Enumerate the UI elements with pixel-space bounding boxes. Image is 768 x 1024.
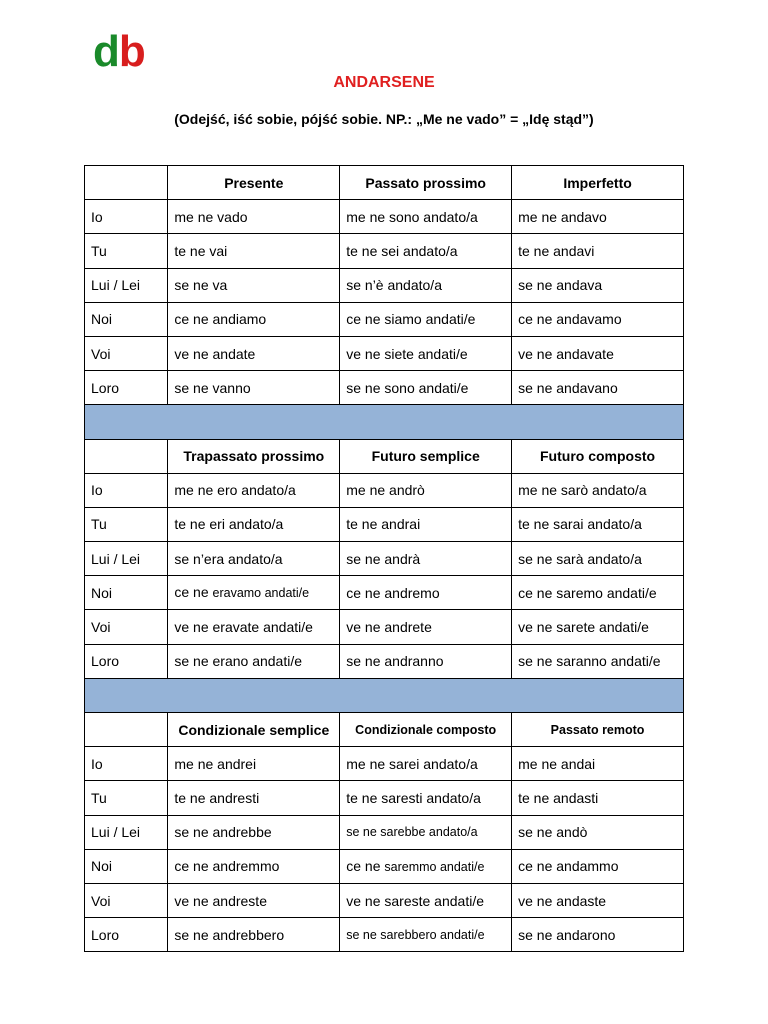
conjugation-cell: se ne sono andati/e — [340, 371, 512, 405]
table-row — [85, 200, 684, 234]
conjugation-cell: se ne andranno — [340, 644, 512, 678]
section-separator — [85, 405, 684, 439]
conjugation-cell: se ne sarebbe andato/a — [340, 815, 512, 849]
conjugation-cell: ve ne eravate andati/e — [168, 610, 340, 644]
conjugation-cell: ve ne andreste — [168, 883, 340, 917]
tense-header: Condizionale composto — [340, 713, 512, 747]
conjugation-cell: ve ne andrete — [340, 610, 512, 644]
conjugation-cell: se ne andarono — [512, 918, 684, 952]
conjugation-cell: se ne andrebbe — [168, 815, 340, 849]
logo-letter-b: b — [118, 27, 145, 76]
db-logo — [93, 28, 145, 76]
separator-bar — [85, 405, 684, 439]
conjugation-cell: me ne andrei — [168, 747, 340, 781]
table-row — [85, 781, 684, 815]
pronoun-cell: Voi — [85, 336, 168, 370]
conjugation-cell: se n’era andato/a — [168, 542, 340, 576]
conjugation-cell: te ne saresti andato/a — [340, 781, 512, 815]
conjugation-cell: me ne andai — [512, 747, 684, 781]
table-row — [85, 336, 684, 370]
pronoun-cell: Lui / Lei — [85, 542, 168, 576]
tense-header: Imperfetto — [512, 166, 684, 200]
conjugation-cell: se ne andava — [512, 268, 684, 302]
table-row — [85, 918, 684, 952]
conjugation-cell: se n’è andato/a — [340, 268, 512, 302]
conjugation-cell: ce ne siamo andati/e — [340, 302, 512, 336]
conjugation-cell: me ne andavo — [512, 200, 684, 234]
table-row — [85, 234, 684, 268]
pronoun-cell: Tu — [85, 507, 168, 541]
conjugation-cell: se ne andò — [512, 815, 684, 849]
table-row — [85, 883, 684, 917]
conjugation-cell: te ne sarai andato/a — [512, 507, 684, 541]
page-title: ANDARSENE — [333, 74, 435, 91]
conjugation-cell: ve ne andavate — [512, 336, 684, 370]
pronoun-cell: Io — [85, 473, 168, 507]
conjugation-cell: se ne va — [168, 268, 340, 302]
conjugation-cell: ve ne sarete andati/e — [512, 610, 684, 644]
table-row — [85, 473, 684, 507]
pronoun-cell: Voi — [85, 610, 168, 644]
page-subtitle: (Odejść, iść sobie, pójść sobie. NP.: „Me ne vado” = „Idę stąd”) — [174, 111, 594, 127]
conjugation-cell: te ne andrai — [340, 507, 512, 541]
table-row — [85, 815, 684, 849]
conjugation-cell: se ne andrebbero — [168, 918, 340, 952]
conjugation-cell: se ne andrà — [340, 542, 512, 576]
conjugation-cell: se ne erano andati/e — [168, 644, 340, 678]
table-header-row — [85, 166, 684, 200]
table-row — [85, 747, 684, 781]
conjugation-cell: ce ne andavamo — [512, 302, 684, 336]
tense-header: Condizionale semplice — [168, 713, 340, 747]
table-row — [85, 644, 684, 678]
pronoun-cell: Loro — [85, 644, 168, 678]
logo-letter-d: d — [93, 27, 119, 76]
table-row — [85, 507, 684, 541]
table-row — [85, 576, 684, 610]
conjugation-cell: te ne eri andato/a — [168, 507, 340, 541]
conjugation-cell: me ne vado — [168, 200, 340, 234]
conjugation-cell: te ne andasti — [512, 781, 684, 815]
conjugation-cell: se ne sarà andato/a — [512, 542, 684, 576]
conjugation-cell: ve ne siete andati/e — [340, 336, 512, 370]
pronoun-cell: Noi — [85, 849, 168, 883]
conjugation-cell: ve ne sareste andati/e — [340, 883, 512, 917]
table-row — [85, 268, 684, 302]
conjugation-rest: saremmo andati/e — [384, 859, 485, 874]
separator-bar — [85, 678, 684, 712]
table-header-row — [85, 439, 684, 473]
conjugation-cell: ce ne andremmo — [168, 849, 340, 883]
conjugation-cell: me ne andrò — [340, 473, 512, 507]
conjugation-cell — [340, 849, 512, 883]
header-empty-cell — [85, 439, 168, 473]
table-row — [85, 542, 684, 576]
conjugation-prefix: ce ne — [346, 857, 385, 874]
conjugation-prefix: ce ne — [174, 584, 213, 601]
pronoun-cell: Io — [85, 747, 168, 781]
pronoun-cell: Tu — [85, 781, 168, 815]
conjugation-cell: ce ne saremo andati/e — [512, 576, 684, 610]
pronoun-cell: Voi — [85, 883, 168, 917]
header-empty-cell — [85, 713, 168, 747]
conjugation-cell: me ne sarei andato/a — [340, 747, 512, 781]
conjugation-cell: te ne sei andato/a — [340, 234, 512, 268]
pronoun-cell: Noi — [85, 302, 168, 336]
pronoun-cell: Loro — [85, 918, 168, 952]
table-row — [85, 302, 684, 336]
table-row — [85, 849, 684, 883]
pronoun-cell: Tu — [85, 234, 168, 268]
conjugation-table — [84, 165, 684, 952]
conjugation-cell: se ne saranno andati/e — [512, 644, 684, 678]
section-separator — [85, 678, 684, 712]
tense-header: Passato remoto — [512, 713, 684, 747]
pronoun-cell: Lui / Lei — [85, 268, 168, 302]
tense-header: Passato prossimo — [340, 166, 512, 200]
conjugation-cell: se ne andavano — [512, 371, 684, 405]
conjugation-cell: te ne andresti — [168, 781, 340, 815]
pronoun-cell: Loro — [85, 371, 168, 405]
conjugation-cell — [168, 576, 340, 610]
conjugation-cell: ce ne andremo — [340, 576, 512, 610]
conjugation-cell: te ne andavi — [512, 234, 684, 268]
conjugation-cell: me ne ero andato/a — [168, 473, 340, 507]
conjugation-cell: ve ne andaste — [512, 883, 684, 917]
table-row — [85, 610, 684, 644]
pronoun-cell: Lui / Lei — [85, 815, 168, 849]
conjugation-cell: ce ne andiamo — [168, 302, 340, 336]
tense-header: Trapassato prossimo — [168, 439, 340, 473]
conjugation-cell: me ne sarò andato/a — [512, 473, 684, 507]
conjugation-cell: se ne sarebbero andati/e — [340, 918, 512, 952]
header-empty-cell — [85, 166, 168, 200]
table-header-row — [85, 713, 684, 747]
table-row — [85, 371, 684, 405]
pronoun-cell: Noi — [85, 576, 168, 610]
conjugation-cell: me ne sono andato/a — [340, 200, 512, 234]
tense-header: Presente — [168, 166, 340, 200]
conjugation-cell: te ne vai — [168, 234, 340, 268]
conjugation-cell: ce ne andammo — [512, 849, 684, 883]
tense-header: Futuro semplice — [340, 439, 512, 473]
pronoun-cell: Io — [85, 200, 168, 234]
conjugation-cell: ve ne andate — [168, 336, 340, 370]
tense-header: Futuro composto — [512, 439, 684, 473]
conjugation-cell: se ne vanno — [168, 371, 340, 405]
conjugation-rest: eravamo andati/e — [212, 586, 310, 601]
